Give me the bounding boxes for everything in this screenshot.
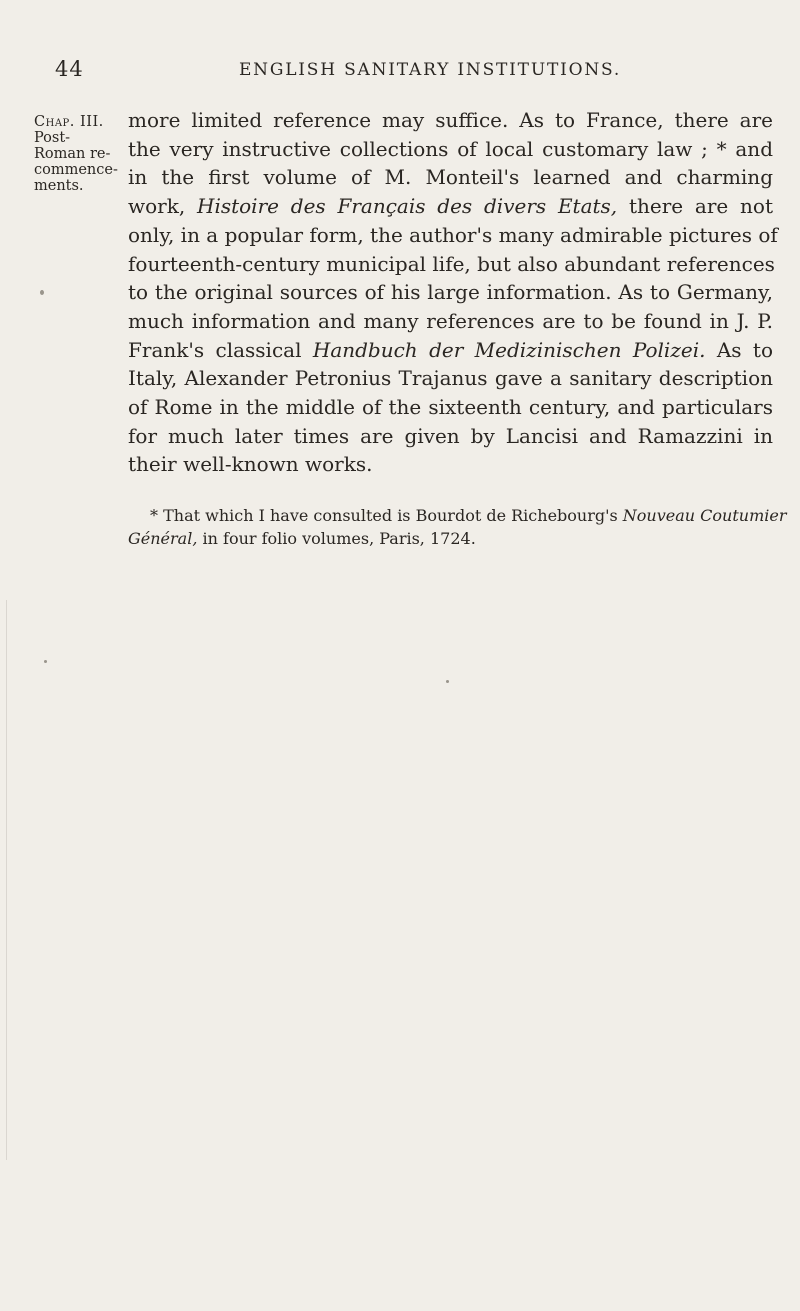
text-line: of Rome in the middle of the sixteenth century, and particulars — [128, 395, 773, 420]
text-line: fourteenth-century municipal life, but also abundant references — [128, 251, 775, 276]
text-line: for much later times are given by Lancisi and Ramazzini in — [128, 423, 773, 448]
text-line: to the original sources of his large information. As to Germany, — [128, 280, 773, 305]
margin-note-line: Roman re- — [34, 146, 111, 162]
text-line: more limited reference may suffice. As to France, there are — [128, 108, 773, 132]
margin-note-line: Post- — [34, 130, 71, 146]
footnote — [128, 504, 787, 550]
running-head: ENGLISH SANITARY INSTITUTIONS. — [238, 60, 622, 80]
text-span: there are not — [617, 194, 773, 219]
text-line: in the first volume of M. Monteil's learned and charming — [128, 165, 773, 190]
text-line: Italy, Alexander Petronius Trajanus gave a sanitary description — [128, 366, 773, 391]
footnote-line — [150, 504, 787, 527]
text-span: in four folio volumes, Paris, 1724. — [197, 529, 476, 548]
margin-note-chapter: Chap. III. — [34, 114, 104, 130]
text-line: only, in a popular form, the author's many admirable pictures of — [128, 222, 778, 247]
footnote-line — [128, 527, 772, 550]
text-span: * That which I have consulted is Bourdot de Richebourg's — [150, 506, 623, 525]
book-title-handbuch: Handbuch der Medizinischen Polizei. — [312, 337, 706, 362]
page-number: 44 — [55, 57, 84, 81]
margin-note-line: commence- — [34, 162, 118, 178]
paper-speck — [44, 660, 47, 663]
book-title-histoire: Histoire des Français des divers Etats, — [197, 194, 618, 219]
text-line — [128, 336, 773, 365]
text-span: As to — [705, 337, 774, 362]
text-line: their well-known works. — [128, 452, 373, 477]
text-span: work, — [128, 194, 197, 219]
text-span: Frank's classical — [128, 337, 313, 362]
book-title-coutumier-cont: Général, — [128, 529, 198, 548]
body-paragraph — [128, 106, 778, 479]
book-title-coutumier: Nouveau Coutumier — [622, 506, 787, 525]
text-line: the very instructive collections of local customary law ; * and — [128, 136, 773, 161]
paper-speck — [446, 680, 449, 683]
margin-note-line: ments. — [34, 178, 84, 194]
margin-note — [34, 114, 116, 194]
paper-edge-mark — [6, 600, 7, 1160]
text-line: much information and many references are to be found in J. P. — [128, 308, 773, 333]
paper-speck — [40, 290, 44, 295]
text-line — [128, 192, 773, 221]
